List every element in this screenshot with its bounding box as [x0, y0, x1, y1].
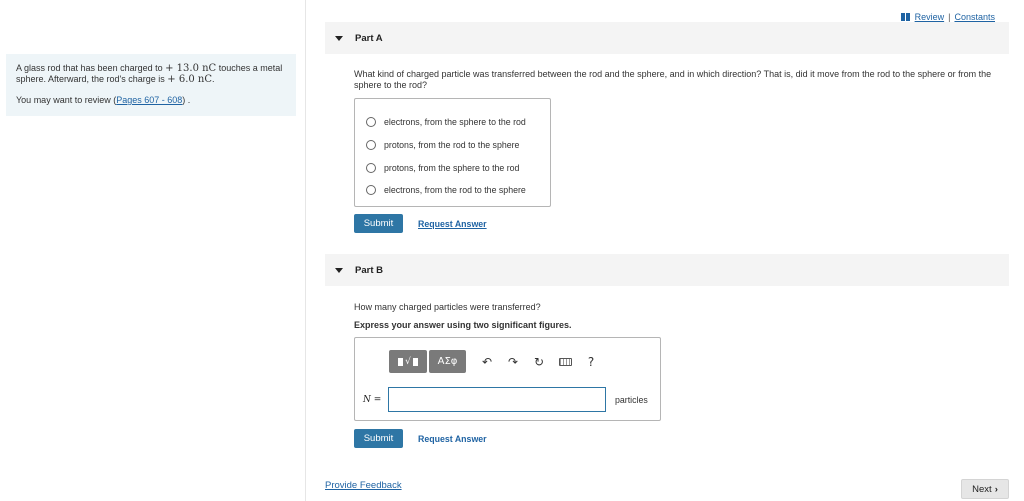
part-a-header[interactable] [325, 22, 1009, 54]
part-b-title: Part B [355, 264, 383, 276]
column-divider [305, 0, 306, 501]
choice-label: protons, from the rod to the sphere [384, 140, 520, 151]
provide-feedback-link[interactable]: Provide Feedback [325, 480, 402, 491]
greek-symbols-button[interactable]: ΑΣφ [429, 350, 466, 373]
review-link[interactable]: Review [914, 12, 945, 22]
part-b-question: How many charged particles were transferred? [354, 302, 541, 312]
collapse-caret-icon [335, 268, 343, 273]
part-b-header[interactable] [325, 254, 1009, 286]
final-charge: + 6.0 nC [167, 74, 213, 85]
book-icon [901, 13, 911, 21]
problem-line-1 [16, 63, 286, 74]
link-separator: | [948, 12, 951, 22]
sqrt-icon: √ [405, 356, 411, 367]
answer-editor [354, 337, 661, 421]
problem-statement [6, 54, 296, 116]
part-a-request-answer-link[interactable]: Request Answer [418, 219, 487, 229]
math-toolbar [389, 350, 604, 373]
template-square-icon [398, 358, 403, 366]
variable-label [363, 395, 381, 405]
problem-text-1a: A glass rod that has been charged to [16, 63, 166, 73]
review-pages-link[interactable]: Pages 607 - 608 [116, 95, 183, 105]
radio-button[interactable] [366, 140, 376, 150]
problem-text-2b: . [212, 74, 215, 84]
part-a-submit-button[interactable]: Submit [354, 214, 403, 233]
initial-charge: + 13.0 nC [165, 63, 217, 74]
keyboard-button[interactable] [552, 350, 578, 373]
choice-option[interactable] [355, 156, 550, 179]
review-line [16, 95, 286, 105]
radio-button[interactable] [366, 163, 376, 173]
part-b-request-answer-link[interactable]: Request Answer [418, 434, 487, 444]
top-links [901, 12, 995, 22]
problem-text-1b: touches a metal [216, 63, 283, 73]
review-text-post: ) . [182, 95, 191, 105]
choice-option[interactable] [355, 179, 550, 202]
problem-text-2a: sphere. Afterward, the rod's charge is [16, 74, 168, 84]
equals-sign: = [370, 395, 382, 405]
part-a-question: What kind of charged particle was transferred between the rod and the sphere, and in which direction? That is, did it move from the rod to the sphere or from the sphere to the rod? [354, 69, 992, 90]
template-square-icon [413, 358, 418, 366]
radio-button[interactable] [366, 185, 376, 195]
redo-icon[interactable]: ↷ [507, 354, 519, 369]
choice-label: electrons, from the rod to the sphere [384, 185, 526, 196]
next-button[interactable] [961, 479, 1009, 499]
keyboard-icon [559, 358, 572, 366]
problem-line-2 [16, 74, 286, 85]
unit-label: particles [615, 395, 648, 405]
templates-button[interactable] [389, 350, 427, 373]
undo-icon[interactable]: ↶ [481, 354, 493, 369]
radio-button[interactable] [366, 117, 376, 127]
constants-link[interactable]: Constants [954, 12, 995, 22]
part-b-instruction: Express your answer using two significant figures. [354, 320, 572, 330]
answer-input[interactable] [388, 387, 606, 412]
collapse-caret-icon [335, 36, 343, 41]
choice-option[interactable] [355, 111, 550, 134]
choice-label: electrons, from the sphere to the rod [384, 117, 526, 128]
review-text-pre: You may want to review ( [16, 95, 117, 105]
help-icon[interactable]: ? [587, 354, 595, 369]
part-a-choices [354, 98, 551, 207]
choice-label: protons, from the sphere to the rod [384, 162, 520, 173]
choice-option[interactable] [355, 134, 550, 157]
chevron-right-icon: › [994, 483, 998, 495]
next-label: Next [972, 483, 992, 495]
variable-name: N [363, 395, 371, 405]
part-b-submit-button[interactable]: Submit [354, 429, 403, 448]
part-a-title: Part A [355, 32, 383, 44]
reset-icon[interactable]: ↻ [533, 354, 545, 369]
